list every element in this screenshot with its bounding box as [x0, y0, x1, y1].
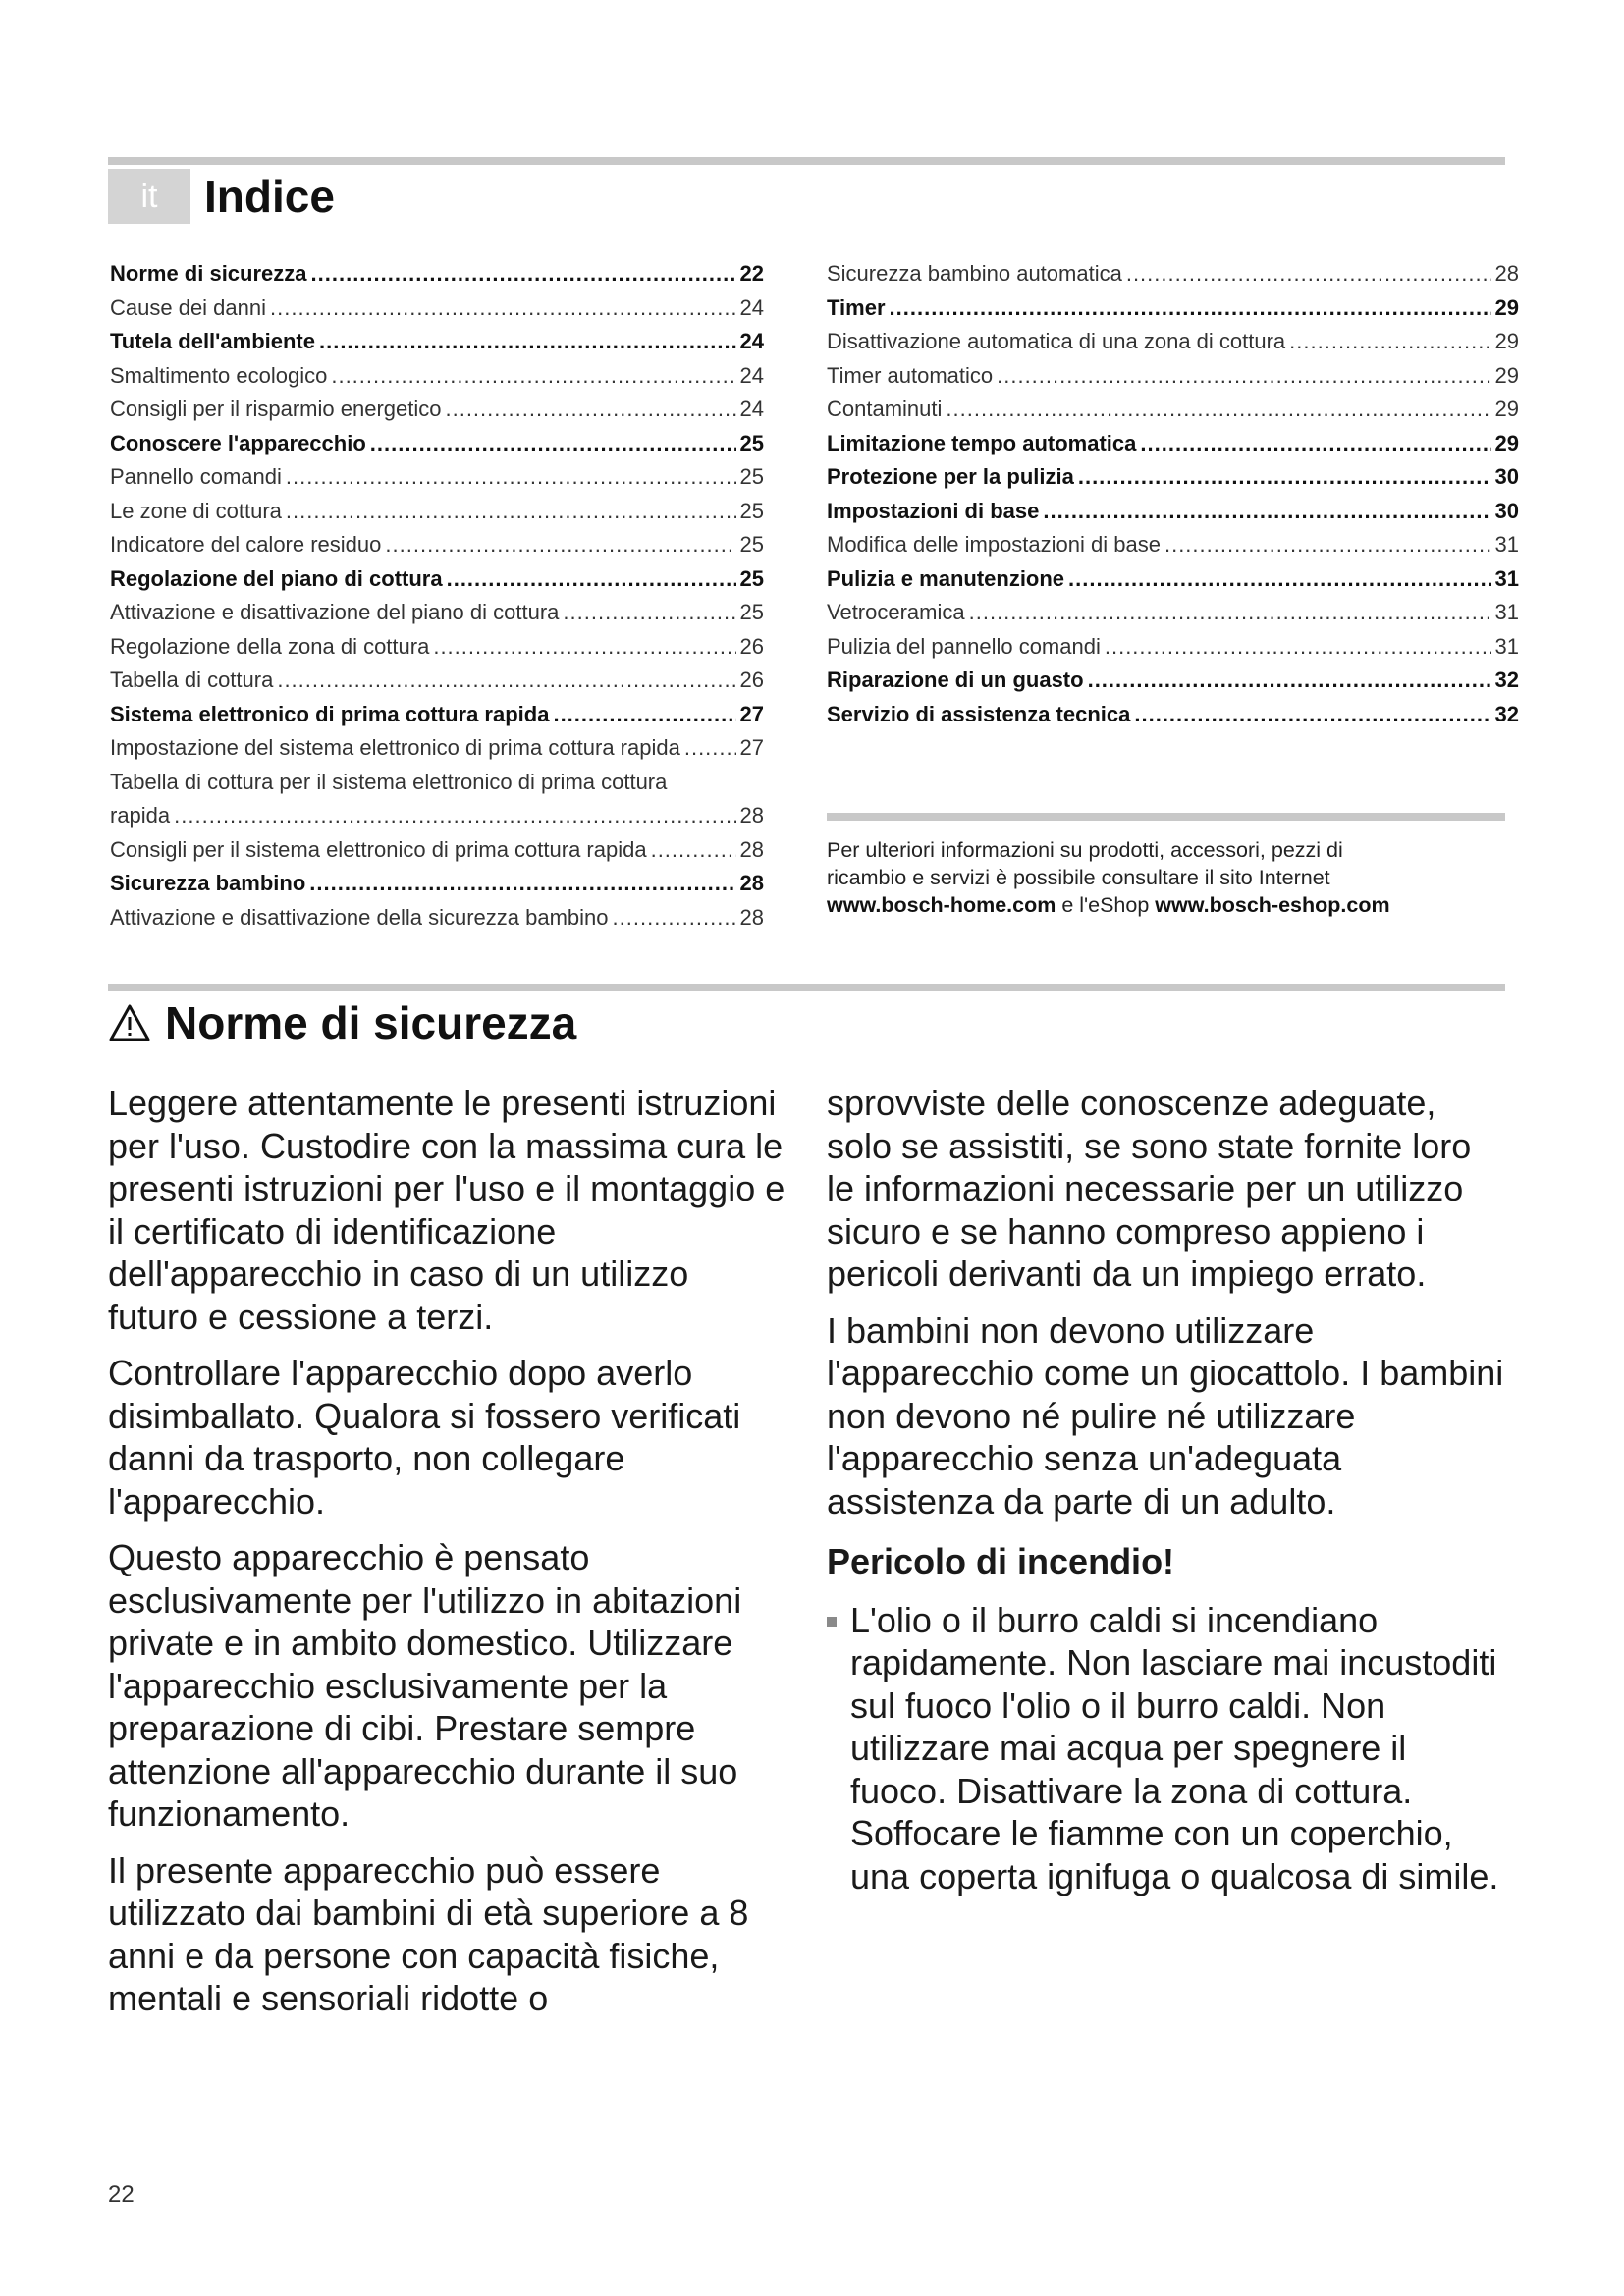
toc-entry[interactable] — [110, 292, 764, 326]
info-mid-text: e l'eShop — [1056, 893, 1156, 917]
toc-entry-title: Vetroceramica — [827, 600, 965, 624]
toc-leader-dots — [997, 359, 1490, 394]
toc-entry[interactable] — [110, 664, 764, 698]
toc-entry-title: Conoscere l'apparecchio — [110, 430, 366, 455]
toc-entry[interactable] — [827, 562, 1519, 597]
fire-hazard-bullet — [827, 1599, 1504, 1898]
toc-leader-dots — [1140, 427, 1490, 461]
safety-paragraph: Controllare l'apparecchio dopo averlo disimballato. Qualora si fossero verificati danni da trasporto, non collegare l'apparecchio. — [108, 1353, 741, 1522]
info-note — [827, 836, 1494, 919]
safety-paragraph: I bambini non devono utilizzare l'apparecchio come un giocattolo. I bambini non devono né pulire né utilizzare l'apparecchio senza un'adeguata assistenza da parte di un adulto. — [827, 1309, 1504, 1522]
toc-entry[interactable] — [110, 495, 764, 529]
safety-left-column — [108, 1082, 785, 2034]
toc-entry-title: Tutela dell'ambiente — [110, 329, 315, 353]
safety-right-column — [827, 1082, 1504, 1897]
toc-entry[interactable] — [110, 359, 764, 394]
toc-entry[interactable] — [110, 799, 764, 833]
language-tag: it — [108, 169, 190, 224]
toc-entry[interactable] — [110, 731, 764, 766]
toc-leader-dots — [311, 257, 736, 292]
toc-entry-page: 31 — [1494, 532, 1519, 557]
toc-entry-title: Consigli per il sistema elettronico di prima cottura rapida — [110, 836, 647, 862]
safety-paragraph: Questo apparecchio è pensato esclusivamente per l'utilizzo in abitazioni private e in ambito domestico. Utilizzare l'apparecchio esclusivamente per la preparazione di cibi. Prestare sempre attenzione all'apparecchio durante il suo funzionamento. — [108, 1537, 742, 1834]
toc-entry-page: 31 — [1494, 565, 1519, 591]
toc-entry-page: 28 — [739, 871, 764, 895]
toc-entry[interactable] — [110, 257, 764, 292]
toc-entry[interactable] — [827, 528, 1519, 562]
toc-entry[interactable] — [827, 359, 1519, 394]
toc-entry-page: 29 — [1494, 329, 1519, 353]
toc-entry-title: Limitazione tempo automatica — [827, 430, 1137, 455]
toc-entry-page: 27 — [739, 735, 764, 760]
toc-entry-title: Impostazioni di base — [827, 498, 1040, 523]
toc-leader-dots — [370, 427, 736, 461]
toc-leader-dots — [286, 495, 736, 529]
toc-entry-title: Modifica delle impostazioni di base — [827, 532, 1161, 557]
toc-entry-title: Timer automatico — [827, 362, 994, 388]
toc-entry-page: 30 — [1494, 464, 1519, 489]
toc-leader-dots — [277, 664, 735, 698]
toc-leader-dots — [445, 393, 735, 427]
toc-entry[interactable] — [110, 325, 764, 359]
toc-entry-page: 24 — [739, 329, 764, 353]
toc-entry[interactable] — [827, 325, 1519, 359]
toc-leader-dots — [286, 460, 736, 495]
toc-leader-dots — [563, 596, 735, 630]
toc-leader-dots — [969, 596, 1491, 630]
toc-entry-title: Servizio di assistenza tecnica — [827, 701, 1131, 726]
toc-entry-title: Timer — [827, 294, 886, 320]
toc-leader-dots — [1043, 495, 1490, 529]
toc-leader-dots — [270, 292, 736, 326]
toc-entry[interactable] — [827, 427, 1519, 461]
toc-entry[interactable] — [110, 528, 764, 562]
toc-leader-dots — [890, 292, 1491, 326]
toc-entry-page: 31 — [1494, 600, 1519, 624]
toc-entry[interactable] — [110, 460, 764, 495]
toc-entry-title: Protezione per la pulizia — [827, 464, 1074, 489]
toc-entry[interactable] — [110, 901, 764, 935]
toc-leader-dots — [174, 799, 735, 833]
toc-leader-dots — [1105, 630, 1491, 665]
toc-entry[interactable] — [110, 698, 764, 732]
toc-entry[interactable] — [110, 562, 764, 597]
safety-paragraph: Leggere attentamente le presenti istruzioni per l'uso. Custodire con la massima cura le presenti istruzioni per l'uso e il montaggio e il certificato di identificazione dell'apparecchio in caso di un utilizzo futuro e cessione a terzi. — [108, 1083, 785, 1337]
section-divider — [108, 984, 1505, 991]
safety-heading — [108, 991, 576, 1054]
toc-entry[interactable] — [827, 630, 1519, 665]
toc-leader-dots — [1126, 257, 1491, 292]
toc-leader-dots — [613, 901, 736, 935]
toc-entry[interactable] — [110, 393, 764, 427]
toc-entry[interactable] — [827, 292, 1519, 326]
toc-entry-page: 29 — [1494, 430, 1519, 455]
info-line-2: ricambio e servizi è possibile consultare il sito Internet — [827, 866, 1330, 889]
toc-entry-title: Sicurezza bambino — [110, 871, 306, 895]
toc-entry-title: Tabella di cottura per il sistema elettronico di prima cottura — [110, 769, 668, 794]
toc-entry-page: 26 — [739, 633, 764, 659]
safety-title: Norme di sicurezza — [165, 997, 577, 1048]
toc-leader-dots — [433, 630, 735, 665]
toc-entry[interactable] — [110, 596, 764, 630]
toc-entry-page: 24 — [739, 294, 764, 320]
top-divider — [108, 157, 1505, 165]
toc-entry[interactable] — [827, 698, 1519, 732]
toc-entry[interactable] — [110, 867, 764, 901]
toc-entry[interactable] — [110, 630, 764, 665]
toc-entry-page: 25 — [739, 565, 764, 591]
toc-entry-page: 22 — [739, 261, 764, 286]
toc-leader-dots — [651, 833, 736, 868]
toc-entry-title: Regolazione della zona di cottura — [110, 633, 430, 659]
toc-leader-dots — [1088, 664, 1491, 698]
toc-entry-page: 31 — [1494, 633, 1519, 659]
toc-leader-dots — [319, 325, 736, 359]
toc-entry[interactable] — [827, 495, 1519, 529]
toc-entry-page: 28 — [1494, 261, 1519, 286]
toc-entry-page: 28 — [739, 904, 764, 930]
toc-leader-dots — [447, 562, 736, 597]
info-line-3 — [827, 891, 1494, 919]
toc-entry-title: Attivazione e disattivazione del piano di cottura — [110, 600, 560, 624]
toc-leader-dots — [309, 867, 735, 901]
toc-entry-page: 25 — [739, 498, 764, 523]
toc-leader-dots — [1134, 698, 1490, 732]
toc-leader-dots — [331, 359, 735, 394]
bullet-square-icon — [827, 1617, 837, 1627]
toc-entry-title: Pulizia del pannello comandi — [827, 633, 1101, 659]
toc-entry-title: Le zone di cottura — [110, 498, 282, 523]
toc-entry-page: 32 — [1494, 701, 1519, 726]
toc-entry-title: Riparazione di un guasto — [827, 667, 1084, 692]
toc-entry-page: 24 — [739, 362, 764, 388]
toc-entry-title: Regolazione del piano di cottura — [110, 565, 443, 591]
toc-entry-page: 32 — [1494, 667, 1519, 692]
toc-entry[interactable] — [827, 460, 1519, 495]
toc-entry-title: Sicurezza bambino automatica — [827, 261, 1122, 286]
toc-entry[interactable] — [110, 833, 764, 868]
toc-entry-title: Smaltimento ecologico — [110, 362, 328, 388]
toc-right-column — [827, 257, 1519, 731]
fire-hazard-heading: Pericolo di incendio! — [827, 1541, 1175, 1581]
toc-entry-page: 26 — [739, 667, 764, 692]
toc-entry-page: 25 — [739, 464, 764, 489]
info-divider — [827, 813, 1505, 821]
warning-icon — [108, 1003, 151, 1042]
toc-entry-page: 27 — [739, 701, 764, 726]
eshop-link[interactable]: www.bosch-eshop.com — [1155, 893, 1390, 917]
toc-entry-page: 29 — [1494, 397, 1519, 421]
toc-entry[interactable] — [110, 427, 764, 461]
toc-leader-dots — [1164, 528, 1491, 562]
toc-entry-title: Norme di sicurezza — [110, 261, 307, 286]
toc-entry[interactable] — [827, 596, 1519, 630]
safety-paragraph: sprovviste delle conoscenze adeguate, solo se assistiti, se sono state fornite loro le informazioni necessarie per un utilizzo sicuro e se hanno compreso appieno i pericoli derivanti da un impiego errato. — [827, 1083, 1472, 1294]
toc-entry-page: 29 — [1494, 362, 1519, 388]
website-link[interactable]: www.bosch-home.com — [827, 893, 1056, 917]
toc-entry-page: 24 — [739, 397, 764, 421]
fire-hazard-text: L'olio o il burro caldi si incendiano rapidamente. Non lasciare mai incustoditi sul fuoco l'olio o il burro caldi. Non utilizzare mai acqua per spegnere il fuoco. Disattivare la zona di cottura. Soffocare le fiamme con un coperchio, una coperta ignifuga o qualcosa di simile. — [850, 1599, 1499, 1896]
toc-entry-title: Indicatore del calore residuo — [110, 532, 382, 557]
toc-entry-title: Attivazione e disattivazione della sicurezza bambino — [110, 904, 609, 930]
toc-entry-page: 30 — [1494, 498, 1519, 523]
toc-entry-title: Pannello comandi — [110, 464, 282, 489]
toc-entry-page: 28 — [739, 803, 764, 828]
toc-leader-dots — [385, 528, 735, 562]
toc-entry-title: rapida — [110, 803, 171, 828]
info-line-1: Per ulteriori informazioni su prodotti, accessori, pezzi di — [827, 838, 1343, 862]
toc-entry-title: Contaminuti — [827, 397, 943, 421]
toc-entry-title: Consigli per il risparmio energetico — [110, 397, 442, 421]
page-title: Indice — [204, 171, 335, 222]
safety-paragraph: Il presente apparecchio può essere utilizzato dai bambini di età superiore a 8 anni e da persone con capacità fisiche, mentali e sensoriali ridotte o — [108, 1849, 749, 2018]
toc-entry-page: 25 — [739, 600, 764, 624]
toc-entry[interactable] — [827, 257, 1519, 292]
toc-entry-title: Sistema elettronico di prima cottura rapida — [110, 701, 550, 726]
page-number: 22 — [108, 2181, 135, 2208]
toc-leader-dots — [946, 393, 1490, 427]
toc-leader-dots — [1068, 562, 1490, 597]
toc-entry-page: 25 — [739, 430, 764, 455]
toc-entry-title: Tabella di cottura — [110, 667, 274, 692]
toc-entry-page: 29 — [1494, 294, 1519, 320]
toc-entry-page: 25 — [739, 532, 764, 557]
toc-entry[interactable] — [827, 393, 1519, 427]
toc-leader-dots — [1289, 325, 1490, 359]
toc-entry[interactable] — [827, 664, 1519, 698]
toc-entry-title: Pulizia e manutenzione — [827, 565, 1065, 591]
toc-leader-dots — [684, 731, 736, 766]
toc-left-column — [110, 257, 764, 934]
toc-leader-dots — [553, 698, 735, 732]
toc-entry-page: 28 — [739, 836, 764, 862]
toc-entry-title: Cause dei danni — [110, 294, 267, 320]
toc-entry-title: Impostazione del sistema elettronico di prima cottura rapida — [110, 735, 680, 760]
toc-entry-title: Disattivazione automatica di una zona di cottura — [827, 329, 1286, 353]
toc-leader-dots — [1078, 460, 1491, 495]
toc-entry[interactable] — [110, 766, 764, 800]
